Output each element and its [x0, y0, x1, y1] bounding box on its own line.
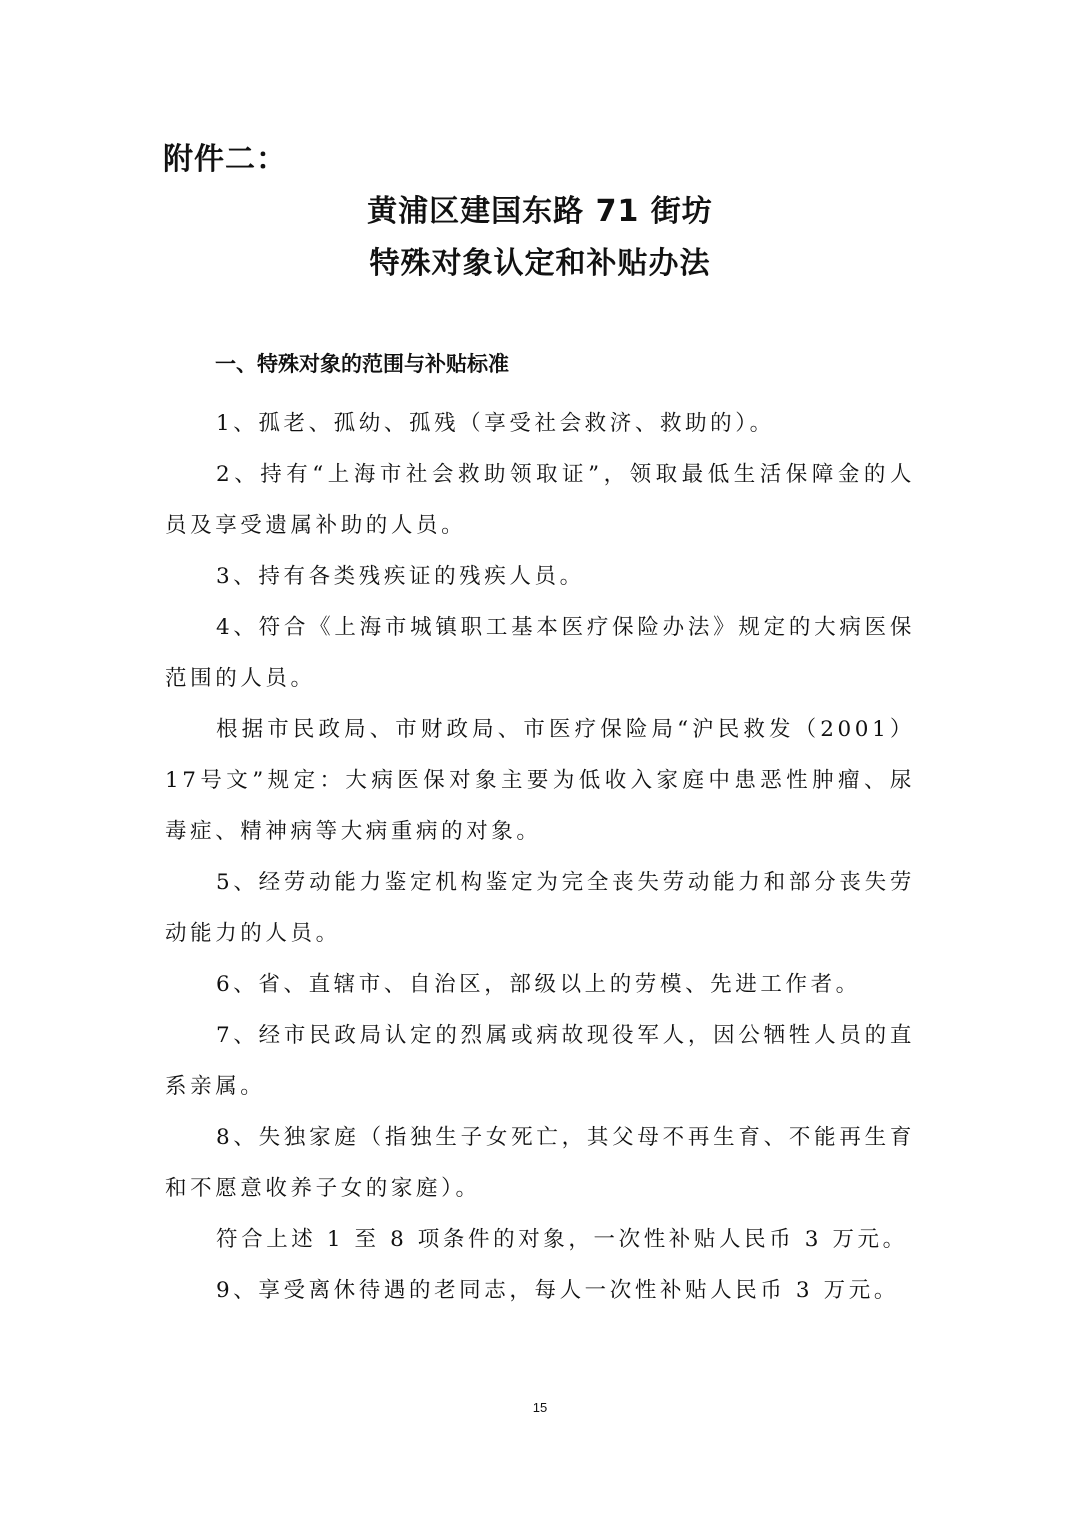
paragraph-item-8: 8、失独家庭（指独生子女死亡，其父母不再生育、不能再生育和不愿意收养子女的家庭）。	[165, 1125, 915, 1201]
paragraph-item-4: 4、符合《上海市城镇职工基本医疗保险办法》规定的大病医保范围的人员。	[165, 615, 915, 691]
page-number: 15	[532, 1400, 548, 1415]
document-title-line-1: 黄浦区建国东路 71 街坊	[367, 194, 713, 229]
document-title-line-2: 特殊对象认定和补贴办法	[369, 246, 711, 281]
paragraph-item-6: 6、省、直辖市、自治区，部级以上的劳模、先进工作者。	[216, 972, 861, 997]
paragraph-item-9: 9、享受离休待遇的老同志，每人一次性补贴人民币 3 万元。	[216, 1278, 899, 1303]
paragraph-subsidy-summary: 符合上述 1 至 8 项条件的对象，一次性补贴人民币 3 万元。	[216, 1227, 908, 1252]
paragraph-item-1: 1、孤老、孤幼、孤残（享受社会救济、救助的）。	[216, 411, 775, 436]
paragraph-item-5: 5、经劳动能力鉴定机构鉴定为完全丧失劳动能力和部分丧失劳动能力的人员。	[165, 870, 915, 946]
section-heading: 一、特殊对象的范围与补贴标准	[215, 352, 509, 376]
paragraph-item-7: 7、经市民政局认定的烈属或病故现役军人，因公牺牲人员的直系亲属。	[165, 1023, 915, 1099]
paragraph-item-2: 2、持有“上海市社会救助领取证”，领取最低生活保障金的人员及享受遗属补助的人员。	[165, 462, 915, 538]
document-body	[165, 398, 915, 1316]
paragraph-item-3: 3、持有各类残疾证的残疾人员。	[216, 564, 585, 589]
attachment-label: 附件二：	[163, 142, 287, 177]
paragraph-note: 根据市民政局、市财政局、市医疗保险局“沪民救发（2001）17号文”规定：大病医保对象主要为低收入家庭中患恶性肿瘤、尿毒症、精神病等大病重病的对象。	[165, 717, 915, 844]
